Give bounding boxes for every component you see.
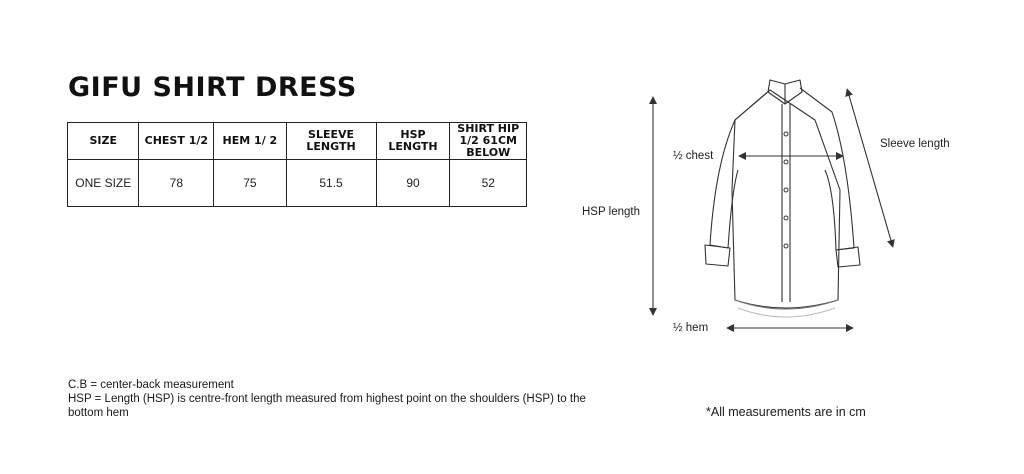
header-sleeve-length: SLEEVE LENGTH xyxy=(286,123,376,160)
label-hsp-length: HSP length xyxy=(582,206,640,218)
button xyxy=(784,216,788,220)
note-hsp: HSP = Length (HSP) is centre-front length measured from highest point on the shoulders (HSP) to the bottom hem xyxy=(68,393,586,419)
cell-shirt-hip: 52 xyxy=(450,160,527,207)
button xyxy=(784,244,788,248)
cell-hsp-length: 90 xyxy=(376,160,450,207)
measurement-footnote: *All measurements are in cm xyxy=(706,405,866,419)
header-hem: HEM 1/ 2 xyxy=(214,123,286,160)
dress-body-outline xyxy=(732,90,840,308)
sleeve-length-arrow xyxy=(848,92,892,244)
note-cb: C.B = center-back measurement xyxy=(68,379,234,391)
cell-size: ONE SIZE xyxy=(68,160,139,207)
label-half-hem: ½ hem xyxy=(673,322,709,334)
label-half-chest: ½ chest xyxy=(673,150,714,162)
cell-chest: 78 xyxy=(139,160,214,207)
header-size: SIZE xyxy=(68,123,139,160)
garment-diagram xyxy=(570,70,990,350)
table-header-row xyxy=(68,123,527,160)
size-chart-table xyxy=(67,122,527,207)
cell-hem: 75 xyxy=(214,160,286,207)
cell-sleeve-length: 51.5 xyxy=(286,160,376,207)
header-hsp-length: HSP LENGTH xyxy=(376,123,450,160)
page-title: GIFU SHIRT DRESS xyxy=(68,72,357,103)
button xyxy=(784,188,788,192)
left-sleeve xyxy=(710,90,770,248)
notes xyxy=(68,378,608,420)
header-chest: CHEST 1/2 xyxy=(139,123,214,160)
right-sleeve xyxy=(800,88,854,250)
label-sleeve-length: Sleeve length xyxy=(880,138,950,150)
header-shirt-hip: SHIRT HIP 1/2 61CM BELOW xyxy=(450,123,527,160)
button xyxy=(784,132,788,136)
table-row xyxy=(68,160,527,207)
button xyxy=(784,160,788,164)
